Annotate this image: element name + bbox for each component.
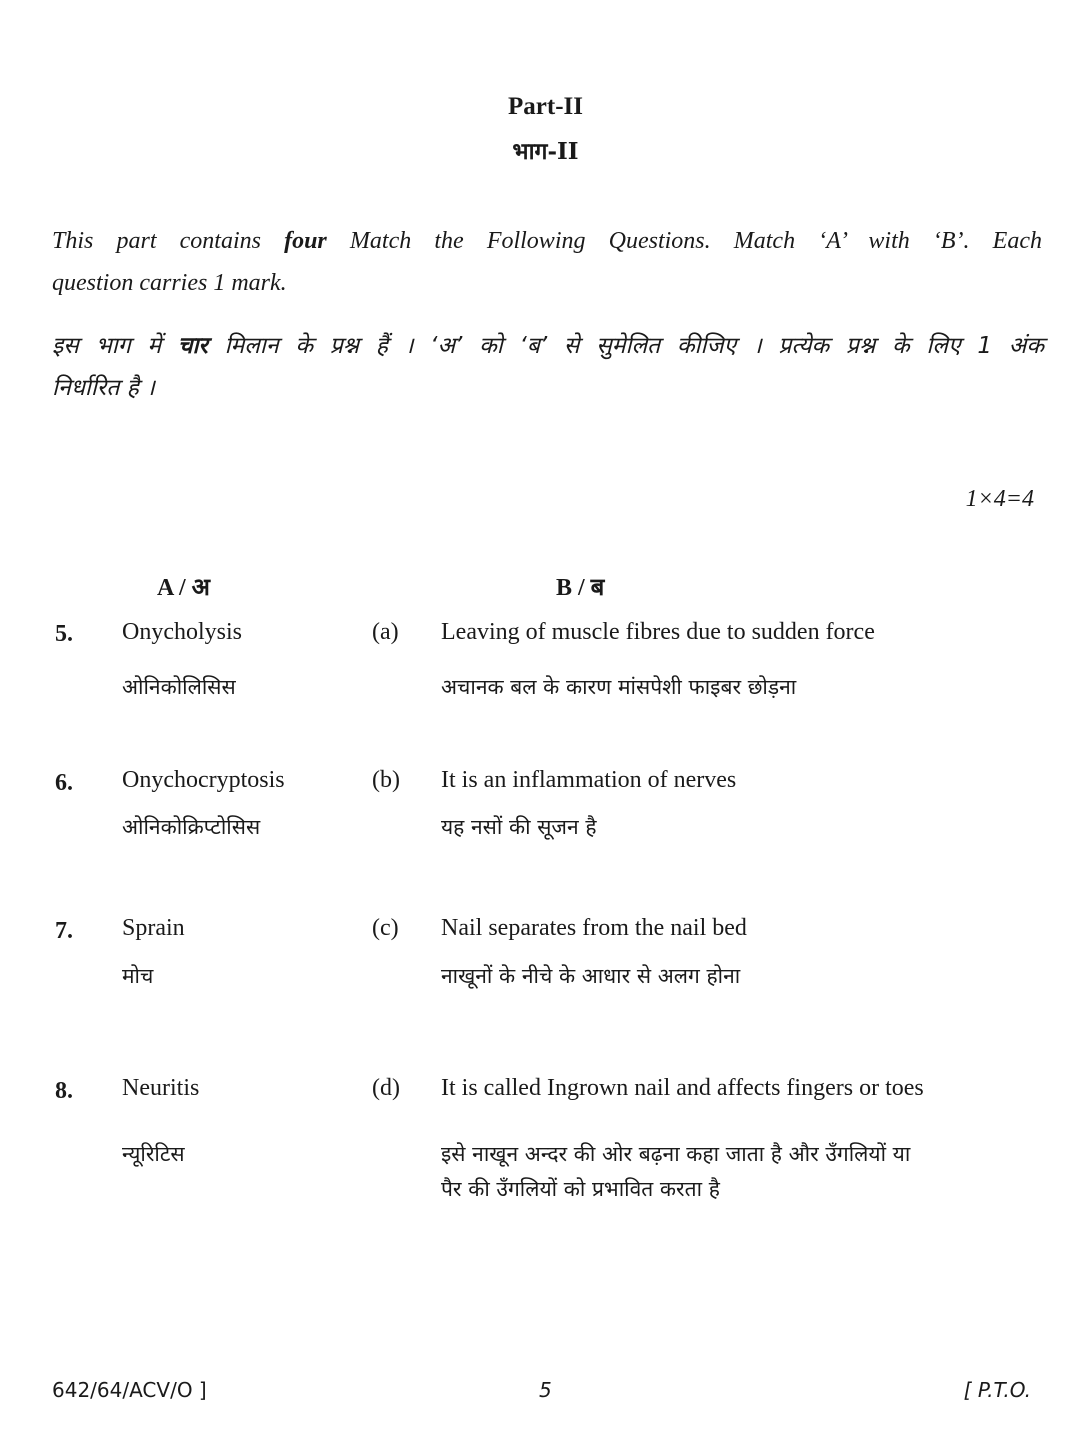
column-a-term-hindi: न्यूरिटिस: [122, 1142, 185, 1166]
column-a-heading: A / अ: [157, 575, 211, 601]
question-number: 6.: [55, 770, 73, 796]
column-b-description: Leaving of muscle fibres due to sudden force: [441, 619, 875, 645]
column-a-term: Onycholysis: [122, 619, 242, 645]
part-title: Part-II: [508, 93, 583, 120]
pto-marker: [ P.T.O.: [963, 1378, 1031, 1402]
instructions-text: question carries 1 mark.: [52, 270, 287, 296]
column-a-term-hindi: मोच: [122, 964, 154, 988]
instructions-text: This part contains: [52, 228, 285, 254]
instructions-english: [52, 220, 1042, 304]
paper-code: 642/64/ACV/O ]: [52, 1378, 207, 1402]
question-number: 8.: [55, 1078, 73, 1104]
column-b-heading: B / ब: [556, 575, 605, 601]
option-letter: (b): [372, 767, 400, 793]
page-number: 5: [539, 1378, 552, 1402]
part-title-hindi: भाग-II: [512, 138, 579, 165]
column-a-term-hindi: ओनिकोलिसिस: [122, 675, 236, 699]
instructions-text: मिलान के प्रश्न हैं । ‘अ’ को ‘ब’ से सुमेलित कीजिए । प्रत्येक प्रश्न के लिए 1 अंक: [207, 333, 1044, 359]
instructions-text: निर्धारित है ।: [52, 375, 155, 401]
question-number: 5.: [55, 621, 73, 647]
instructions-text: इस भाग में: [52, 333, 178, 359]
column-b-description: It is an inflammation of nerves: [441, 767, 737, 793]
column-a-term: Neuritis: [122, 1075, 200, 1101]
column-b-description-hindi: पैर की उँगलियों को प्रभावित करता है: [441, 1177, 720, 1201]
column-b-description-hindi: यह नसों की सूजन है: [441, 815, 597, 839]
instructions-bold: चार: [177, 333, 208, 359]
instructions-hindi: [52, 325, 1044, 409]
column-a-term: Sprain: [122, 915, 185, 941]
option-letter: (a): [372, 619, 399, 645]
column-b-description: Nail separates from the nail bed: [441, 915, 747, 941]
option-letter: (d): [372, 1075, 400, 1101]
column-b-description-hindi: इसे नाखून अन्दर की ओर बढ़ना कहा जाता है और उँगलियों या: [441, 1142, 911, 1166]
question-number: 7.: [55, 918, 73, 944]
column-a-term: Onychocryptosis: [122, 767, 285, 793]
column-b-description-hindi: अचानक बल के कारण मांसपेशी फाइबर छोड़ना: [441, 675, 797, 699]
marks-allocation: 1×4=4: [965, 486, 1034, 512]
column-a-term-hindi: ओनिकोक्रिप्टोसिस: [122, 815, 261, 839]
column-b-description-hindi: नाखूनों के नीचे के आधार से अलग होना: [441, 964, 741, 988]
instructions-text: Match the Following Questions. Match ‘A’ with ‘B’. Each: [326, 228, 1042, 254]
column-b-description: It is called Ingrown nail and affects fingers or toes: [441, 1075, 924, 1101]
option-letter: (c): [372, 915, 399, 941]
instructions-bold: four: [284, 228, 327, 254]
